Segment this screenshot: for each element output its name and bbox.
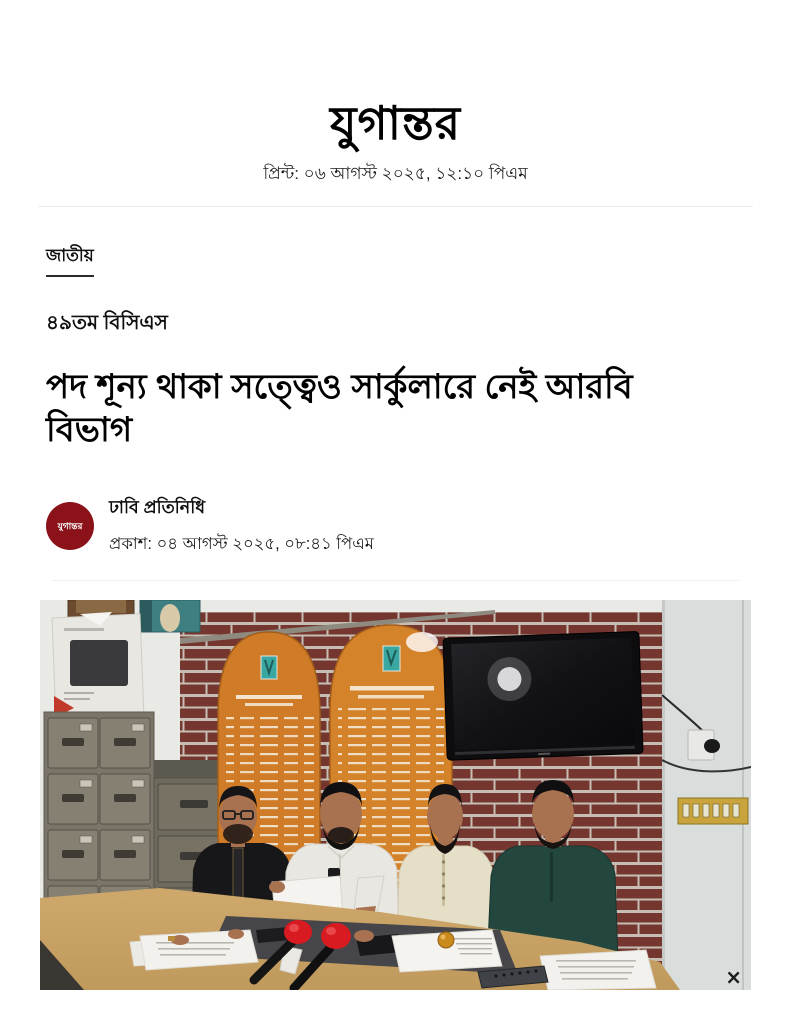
- board-emblem: [383, 646, 400, 671]
- switchboard: [678, 798, 748, 824]
- paperweight: [438, 932, 454, 948]
- microphone: [284, 920, 312, 944]
- power-plug: [704, 739, 720, 753]
- tv-screen: [451, 637, 635, 749]
- face: [532, 789, 574, 839]
- category-link-national[interactable]: জাতীয়: [46, 243, 94, 277]
- publish-timestamp: প্রকাশ: ০৪ আগস্ট ২০২৫, ০৮:৪১ পিএম: [109, 534, 374, 553]
- article-headline: পদ শূন্য থাকা সত্ত্বেও সার্কুলারে নেই আরবি বিভাগ: [46, 368, 633, 449]
- close-icon[interactable]: ×: [725, 964, 742, 989]
- beard: [223, 824, 253, 844]
- article-photo: [40, 600, 751, 990]
- author-avatar: যুগান্তর: [46, 502, 94, 550]
- microphone: [321, 923, 351, 949]
- papers-center: [392, 930, 502, 972]
- byline-text: [109, 495, 374, 558]
- cardboard-box: [52, 612, 144, 722]
- papers-right: [540, 950, 656, 990]
- article: [0, 207, 791, 990]
- hand: [354, 930, 374, 942]
- face: [427, 793, 463, 839]
- print-timestamp: প্রিন্ট: ০৬ আগস্ট ২০২৫, ১২:১০ পিএম: [263, 164, 528, 183]
- article-kicker: ৪৯তম বিসিএস: [46, 312, 168, 334]
- hand: [228, 929, 244, 939]
- tv: [443, 631, 643, 760]
- author-name: ঢাবি প্রতিনিধি: [109, 496, 206, 517]
- wrist-watch: [168, 936, 175, 941]
- press-conference-scene: [40, 600, 751, 990]
- camera-glare: [406, 632, 438, 652]
- jugantor-logo: যুগান্তর: [330, 97, 461, 149]
- byline: [46, 495, 745, 558]
- wall-painting: [140, 600, 200, 632]
- right-wall: [662, 600, 751, 990]
- masthead: [0, 0, 791, 189]
- byline-divider: [52, 580, 739, 581]
